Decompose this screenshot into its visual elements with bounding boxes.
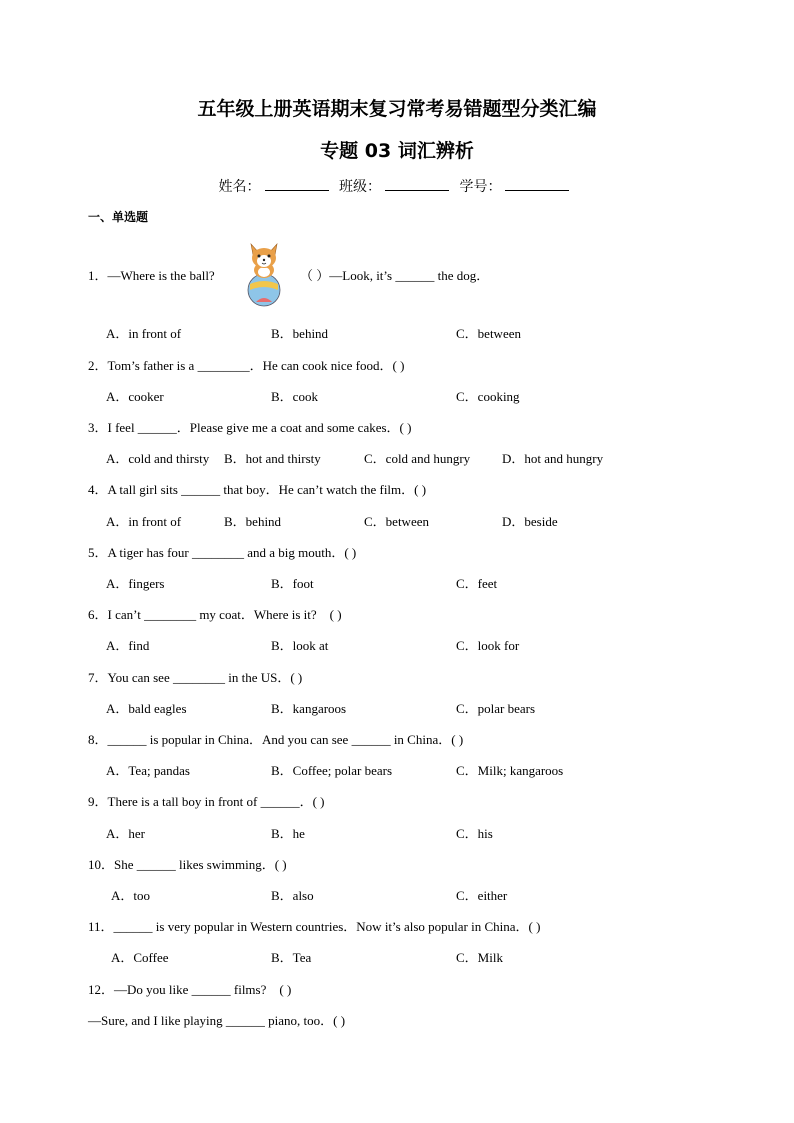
question-3-text: 3．I feel ______．Please give me a coat and some cakes．( ) (88, 420, 412, 435)
option-c[interactable]: C．polar bears (456, 701, 536, 716)
option-b[interactable]: B．behind (271, 326, 329, 341)
option-c[interactable]: C．cold and hungry (364, 451, 471, 466)
page-subtitle: 专题 03 词汇辨析 (320, 140, 474, 162)
option-d[interactable]: D．hot and hungry (502, 451, 604, 466)
option-b[interactable]: B．hot and thirsty (224, 451, 321, 466)
question-12-text: 12．—Do you like ______ films? ( ) (88, 982, 292, 997)
option-c[interactable]: C．between (364, 514, 429, 529)
option-a[interactable]: A．find (106, 638, 150, 653)
corgi-ball-icon (244, 238, 284, 308)
option-b[interactable]: B．look at (271, 638, 329, 653)
option-b[interactable]: B．he (271, 826, 305, 841)
page-title: 五年级上册英语期末复习常考易错题型分类汇编 (197, 98, 597, 120)
id-label: 学号： (459, 179, 502, 195)
option-b[interactable]: B．Coffee; polar bears (271, 763, 393, 778)
option-a[interactable]: A．Tea; pandas (106, 763, 190, 778)
option-b[interactable]: B．Tea (271, 950, 312, 965)
option-b[interactable]: B．foot (271, 576, 314, 591)
question-8-text: 8．______ is popular in China．And you can see ______ in China．( ) (88, 732, 464, 747)
question-9-text: 9．There is a tall boy in front of ______．( ) (88, 794, 325, 809)
option-a[interactable]: A．fingers (106, 576, 165, 591)
option-b[interactable]: B．kangaroos (271, 701, 347, 716)
question-12-text-2: —Sure, and I like playing ______ piano, too．( ) (88, 1013, 346, 1028)
question-1-text: 1．—Where is the ball? (88, 268, 215, 283)
option-a[interactable]: A．too (111, 888, 151, 903)
option-a[interactable]: A．cold and thirsty (106, 451, 210, 466)
option-a[interactable]: A．cooker (106, 389, 164, 404)
option-a[interactable]: A．bald eagles (106, 701, 187, 716)
option-c[interactable]: C．either (456, 888, 508, 903)
option-c[interactable]: C．feet (456, 576, 498, 591)
option-c[interactable]: C．Milk; kangaroos (456, 763, 564, 778)
option-b[interactable]: B．behind (224, 514, 282, 529)
option-b[interactable]: B．cook (271, 389, 318, 404)
question-5-text: 5．A tiger has four ________ and a big mouth．( ) (88, 545, 357, 560)
option-a[interactable]: A．Coffee (111, 950, 169, 965)
option-a[interactable]: A．her (106, 826, 145, 841)
name-blank[interactable] (265, 176, 329, 191)
id-blank[interactable] (505, 176, 569, 191)
question-10-text: 10．She ______ likes swimming．( ) (88, 857, 287, 872)
student-info (0, 176, 794, 196)
option-b[interactable]: B．also (271, 888, 314, 903)
option-a[interactable]: A．in front of (106, 326, 182, 341)
option-a[interactable]: A．in front of (106, 514, 182, 529)
option-d[interactable]: D．beside (502, 514, 558, 529)
question-4-text: 4．A tall girl sits ______ that boy．He can’t watch the film．( ) (88, 482, 427, 497)
option-c[interactable]: C．between (456, 326, 521, 341)
question-1-text-after: （ ）—Look, it’s ______ the dog． (300, 268, 490, 283)
option-c[interactable]: C．cooking (456, 389, 520, 404)
question-7-text: 7．You can see ________ in the US．( ) (88, 670, 303, 685)
question-11-text: 11．______ is very popular in Western countries．Now it’s also popular in China．( ) (88, 919, 541, 934)
section-heading: 一、单选题 (88, 210, 149, 224)
name-label: 姓名： (218, 179, 261, 195)
option-c[interactable]: C．his (456, 826, 493, 841)
question-6-text: 6．I can’t ________ my coat．Where is it? ( ) (88, 607, 342, 622)
option-c[interactable]: C．look for (456, 638, 520, 653)
question-2-text: 2．Tom’s father is a ________．He can cook nice food．( ) (88, 358, 405, 373)
option-c[interactable]: C．Milk (456, 950, 503, 965)
class-label: 班级： (339, 179, 381, 195)
class-blank[interactable] (385, 176, 449, 191)
